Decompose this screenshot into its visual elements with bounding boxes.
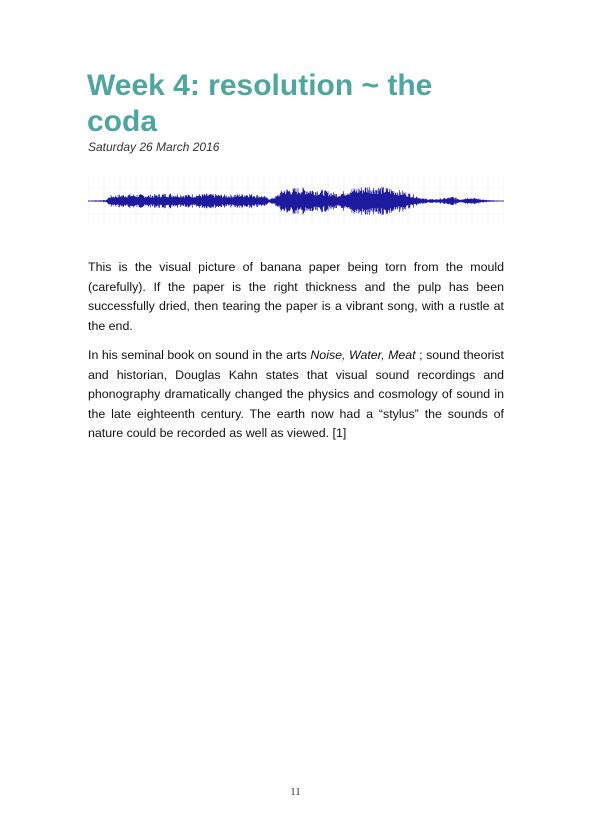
paragraph-2 xyxy=(88,346,504,444)
book-title: Noise, Water, Meat xyxy=(310,348,416,362)
audio-waveform-image xyxy=(88,176,504,226)
page-title: Week 4: resolution ~ the coda xyxy=(87,69,433,138)
page-number: 11 xyxy=(290,786,301,798)
paragraph-1: This is the visual picture of banana paper being torn from the mould (carefully). If the paper is the right thickness and the pulp has been successfully dried, then tearing the paper is a vibrant song, with a rustle at the end. xyxy=(88,260,504,333)
paragraph-2-intro: In his seminal book on sound in the arts xyxy=(88,348,311,362)
post-date: Saturday 26 March 2016 xyxy=(88,140,220,154)
article-body xyxy=(88,258,504,454)
paragraph-2-rest: ; sound theorist and historian, Douglas Kahn states that visual sound recordings and phonography dramatically changed the physics and cosmology of sound in the late eighteenth century. The earth now had a “stylus” the sounds of nature could be recorded as well as viewed. [1] xyxy=(88,348,504,440)
waveform-signal xyxy=(88,187,504,215)
